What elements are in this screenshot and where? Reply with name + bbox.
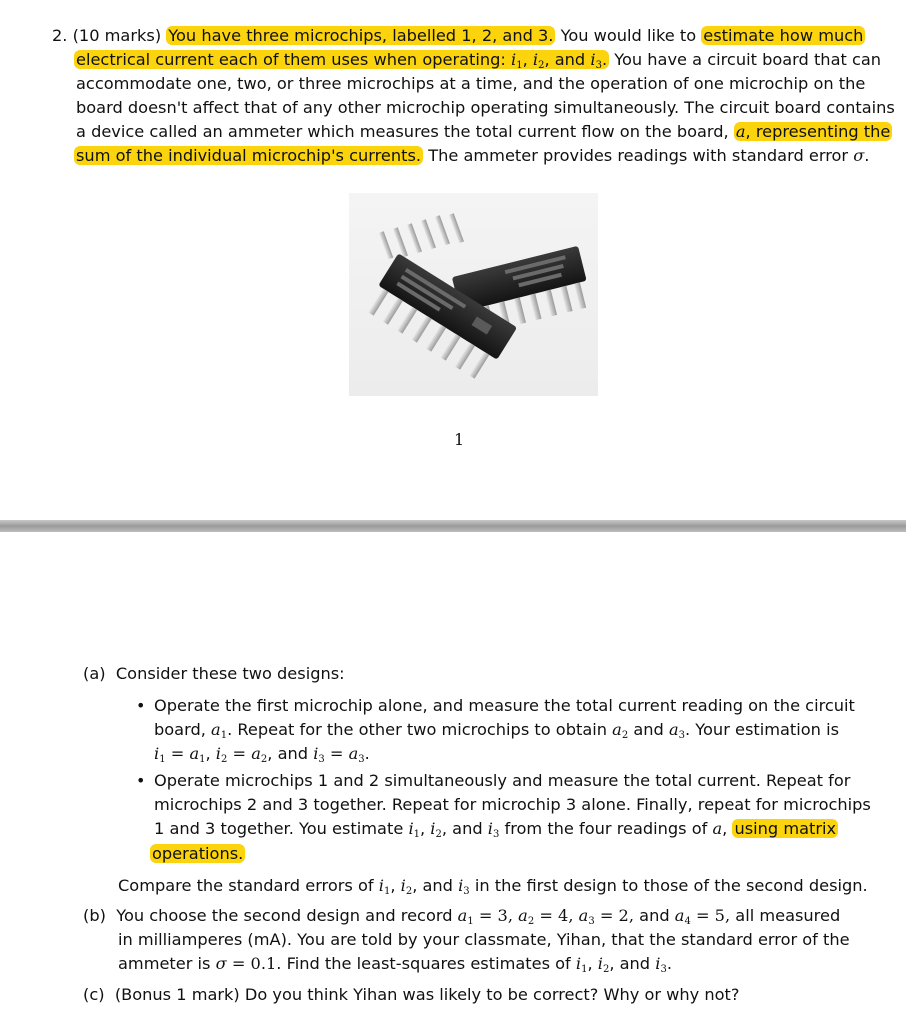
design-1-line-1: Operate the first microchip alone, and measure the total current reading on the circuit bbox=[154, 696, 855, 715]
part-b-label: (b) bbox=[83, 906, 106, 925]
part-b-line-3: ammeter is σ = 0.1. Find the least-squares estimates of $i_1$, $i_2$, and $i_3$. bbox=[118, 954, 672, 975]
bullet-2-icon: • bbox=[136, 771, 146, 790]
design-2-line-2: microchips 2 and 3 together. Repeat for microchip 3 alone. Finally, repeat for microchips bbox=[154, 795, 871, 814]
highlight-operations: operations. bbox=[152, 844, 244, 863]
highlight-electrical-current: electrical current each of them uses when operating: $i_1$, $i_2$, and $i_3$. bbox=[76, 50, 608, 71]
page-divider bbox=[0, 520, 906, 532]
design-1-line-2: board, $a_1$. Repeat for the other two microchips to obtain $a_2$ and $a_3$. Your estimation is bbox=[154, 720, 840, 741]
part-b-line-2: in milliamperes (mA). You are told by your classmate, Yihan, that the standard error of the bbox=[118, 930, 850, 949]
problem-line-6: sum of the individual microchip's currents. The ammeter provides readings with standard error σ. bbox=[76, 146, 870, 165]
problem-line-4: board doesn't affect that of any other microchip operating simultaneously. The circuit board contains bbox=[76, 98, 895, 117]
bullet-1-icon: • bbox=[136, 696, 146, 715]
design-2-line-1: Operate microchips 1 and 2 simultaneously and measure the total current. Repeat for bbox=[154, 771, 851, 790]
design-2-line-3: 1 and 3 together. You estimate $i_1$, $i_2$, and $i_3$ from the four readings of a, using matrix bbox=[154, 819, 837, 840]
design-1-line-3: $i_1 = a_1$, $i_2 = a_2$, and $i_3 = a_3$. bbox=[154, 744, 370, 765]
part-a-intro-line bbox=[83, 662, 345, 686]
part-b-line-1: (b) You choose the second design and record $a_1 = 3$, $a_2 = 4$, $a_3 = 2$, and $a_4 = 5$, all measured bbox=[83, 906, 841, 927]
part-a-label: (a) bbox=[83, 664, 106, 683]
highlight-three-microchips: You have three microchips, labelled 1, 2, and 3. bbox=[168, 26, 554, 45]
problem-line-3: accommodate one, two, or three microchips at a time, and the operation of one microchip on the bbox=[76, 74, 866, 93]
microchips-photo bbox=[349, 193, 598, 396]
page-number: 1 bbox=[454, 430, 465, 449]
part-a-compare: Compare the standard errors of $i_1$, $i_2$, and $i_3$ in the first design to those of the second design. bbox=[118, 876, 868, 897]
highlight-a-representing: a, representing the bbox=[735, 122, 891, 141]
highlight-using-matrix: using matrix bbox=[734, 819, 837, 838]
part-c-line: (c) (Bonus 1 mark) Do you think Yihan was likely to be correct? Why or why not? bbox=[83, 985, 740, 1004]
highlight-sum-currents: sum of the individual microchip's currents. bbox=[76, 146, 422, 165]
problem-line-2: electrical current each of them uses when operating: $i_1$, $i_2$, and $i_3$. You have a circuit board that can bbox=[76, 50, 882, 71]
problem-line-1: 2. (10 marks) You have three microchips, labelled 1, 2, and 3. You would like to estimate how much bbox=[52, 26, 864, 45]
part-c-label: (c) bbox=[83, 985, 105, 1004]
problem-marks: (10 marks) bbox=[72, 26, 162, 45]
design-2-line-4 bbox=[150, 842, 245, 866]
problem-line-5: a device called an ammeter which measures the total current flow on the board, a, representing the bbox=[76, 122, 891, 141]
part-a-intro: Consider these two designs: bbox=[115, 664, 345, 683]
microchips-illustration bbox=[349, 193, 598, 396]
problem-number: 2. bbox=[52, 26, 68, 45]
highlight-estimate: estimate how much bbox=[703, 26, 864, 45]
